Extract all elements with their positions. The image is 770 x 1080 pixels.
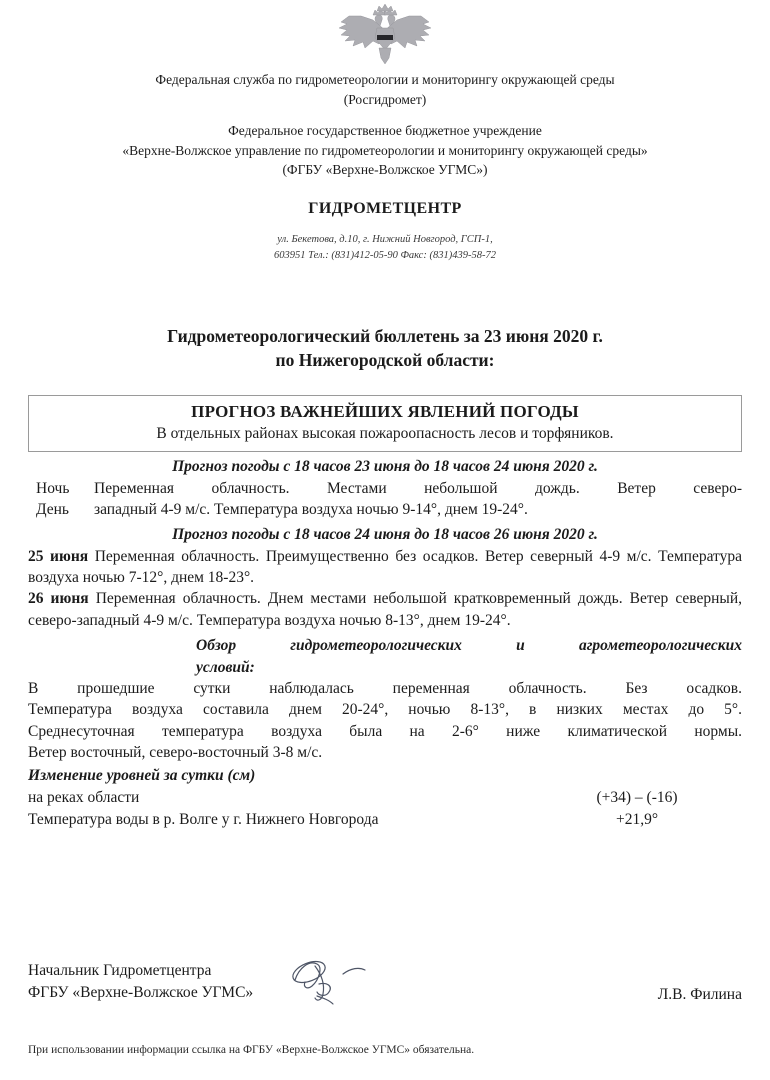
forecast-2-heading: Прогноз погоды с 18 часов 24 июня до 18 часов 26 июня 2020 г. [172, 525, 598, 543]
forecast-day-26 [28, 588, 742, 631]
russian-double-headed-eagle-emblem-icon [333, 4, 437, 66]
warning-text: В отдельных районах высокая пожароопасность лесов и торфяников. [156, 424, 614, 442]
label-night: Ночь [36, 479, 70, 497]
signatory-name: Л.В. Филина [657, 986, 742, 1003]
signatory-position-line-1: Начальник Гидрометцентра [28, 962, 212, 979]
handwritten-signature-icon [281, 954, 411, 1010]
address-line-2: 603951 Тел.: (831)412-05-90 Факс: (831)439-58-72 [274, 249, 496, 261]
signature-block [28, 960, 742, 1016]
forecast-day-25-text: Переменная облачность. Преимущественно без осадков. Ветер северный 4-9 м/с. Температура воздуха ночью 7-12°, днем 18-23°. [28, 547, 743, 587]
review-heading-line-2: условий: [196, 658, 255, 676]
institution-header [28, 121, 742, 180]
forecast-day-26-text: Переменная облачность. Днем местами небольшой кратковременный дождь. Ветер северный, северо-западный 4-9 м/с. Температура воздуха ночью 8-13°, днем 19-24°. [28, 590, 742, 629]
review-line-3: Среднесуточная температура воздуха была на 2-6° ниже климатической нормы. [28, 722, 742, 740]
signature-area [253, 960, 658, 1016]
forecast-1-text [94, 478, 742, 521]
institution-line-3: (ФГБУ «Верхне-Волжское УГМС») [282, 162, 488, 178]
night-day-labels [28, 478, 94, 521]
review-text [28, 678, 742, 764]
address-block [28, 232, 742, 264]
page-title-line-2: по Нижегородской области: [275, 349, 495, 370]
footer-note: При использовании информации ссылка на ФГБУ «Верхне-Волжское УГМС» обязательна. [28, 1044, 475, 1056]
page-title-line-1: Гидрометеорологический бюллетень за 23 июня 2020 г. [167, 326, 603, 347]
important-weather-warning-box [28, 395, 742, 452]
forecast-1-text-line-2: западный 4-9 м/с. Температура воздуха ночью 9-14°, днем 19-24°. [94, 501, 528, 519]
levels-row-water-temp-value: +21,9° [615, 810, 659, 828]
warning-heading: ПРОГНОЗ ВАЖНЕЙШИХ ЯВЛЕНИЙ ПОГОДЫ [191, 401, 579, 421]
levels-row-rivers-label: на реках области [28, 789, 140, 807]
institution-line-2: «Верхне-Волжское управление по гидрометеорологии и мониторингу окружающей среды» [122, 142, 648, 158]
review-heading [28, 635, 742, 678]
levels-row-water-temp [28, 809, 742, 831]
review-line-2: Температура воздуха составила днем 20-24°, ночью 8-13°, в низких местах до 5°. [28, 701, 742, 719]
agency-line-1: Федеральная служба по гидрометеорологии и мониторингу окружающей среды [155, 72, 615, 87]
forecast-1-text-line-1: Переменная облачность. Местами небольшой дождь. Ветер северо- [94, 479, 742, 497]
review-line-1: В прошедшие сутки наблюдалась переменная облачность. Без осадков. [28, 679, 742, 697]
forecast-day-26-date: 26 июня [28, 590, 89, 608]
levels-row-rivers-value: (+34) – (-16) [596, 789, 678, 807]
signatory-position-line-2: ФГБУ «Верхне-Волжское УГМС» [28, 983, 254, 1001]
label-day: День [36, 501, 70, 519]
agency-line-2: (Росгидромет) [343, 91, 427, 107]
address-line-1: ул. Бекетова, д.10, г. Нижний Новгород, ГСП-1, [277, 233, 493, 245]
review-heading-line-1: Обзор гидрометеорологических и агрометеорологических [196, 637, 742, 655]
review-line-4: Ветер восточный, северо-восточный 3-8 м/с. [28, 744, 323, 762]
forecast-1-heading: Прогноз погоды с 18 часов 23 июня до 18 часов 24 июня 2020 г. [172, 457, 598, 475]
hydrometeorological-center-name: ГИДРОМЕТЦЕНТР [308, 199, 462, 217]
levels-change-title: Изменение уровней за сутки (см) [28, 767, 256, 785]
forecast-day-25-date: 25 июня [28, 547, 89, 565]
page-title [28, 325, 742, 372]
agency-header [28, 70, 742, 109]
emblem-container [28, 0, 742, 70]
forecast-1-body [28, 478, 742, 521]
forecast-day-25 [28, 546, 742, 589]
signatory-position [28, 960, 253, 1003]
levels-row-rivers [28, 787, 742, 809]
institution-line-1: Федеральное государственное бюджетное учреждение [228, 123, 542, 139]
levels-row-water-temp-label: Температура воды в р. Волге у г. Нижнего Новгорода [28, 810, 379, 828]
